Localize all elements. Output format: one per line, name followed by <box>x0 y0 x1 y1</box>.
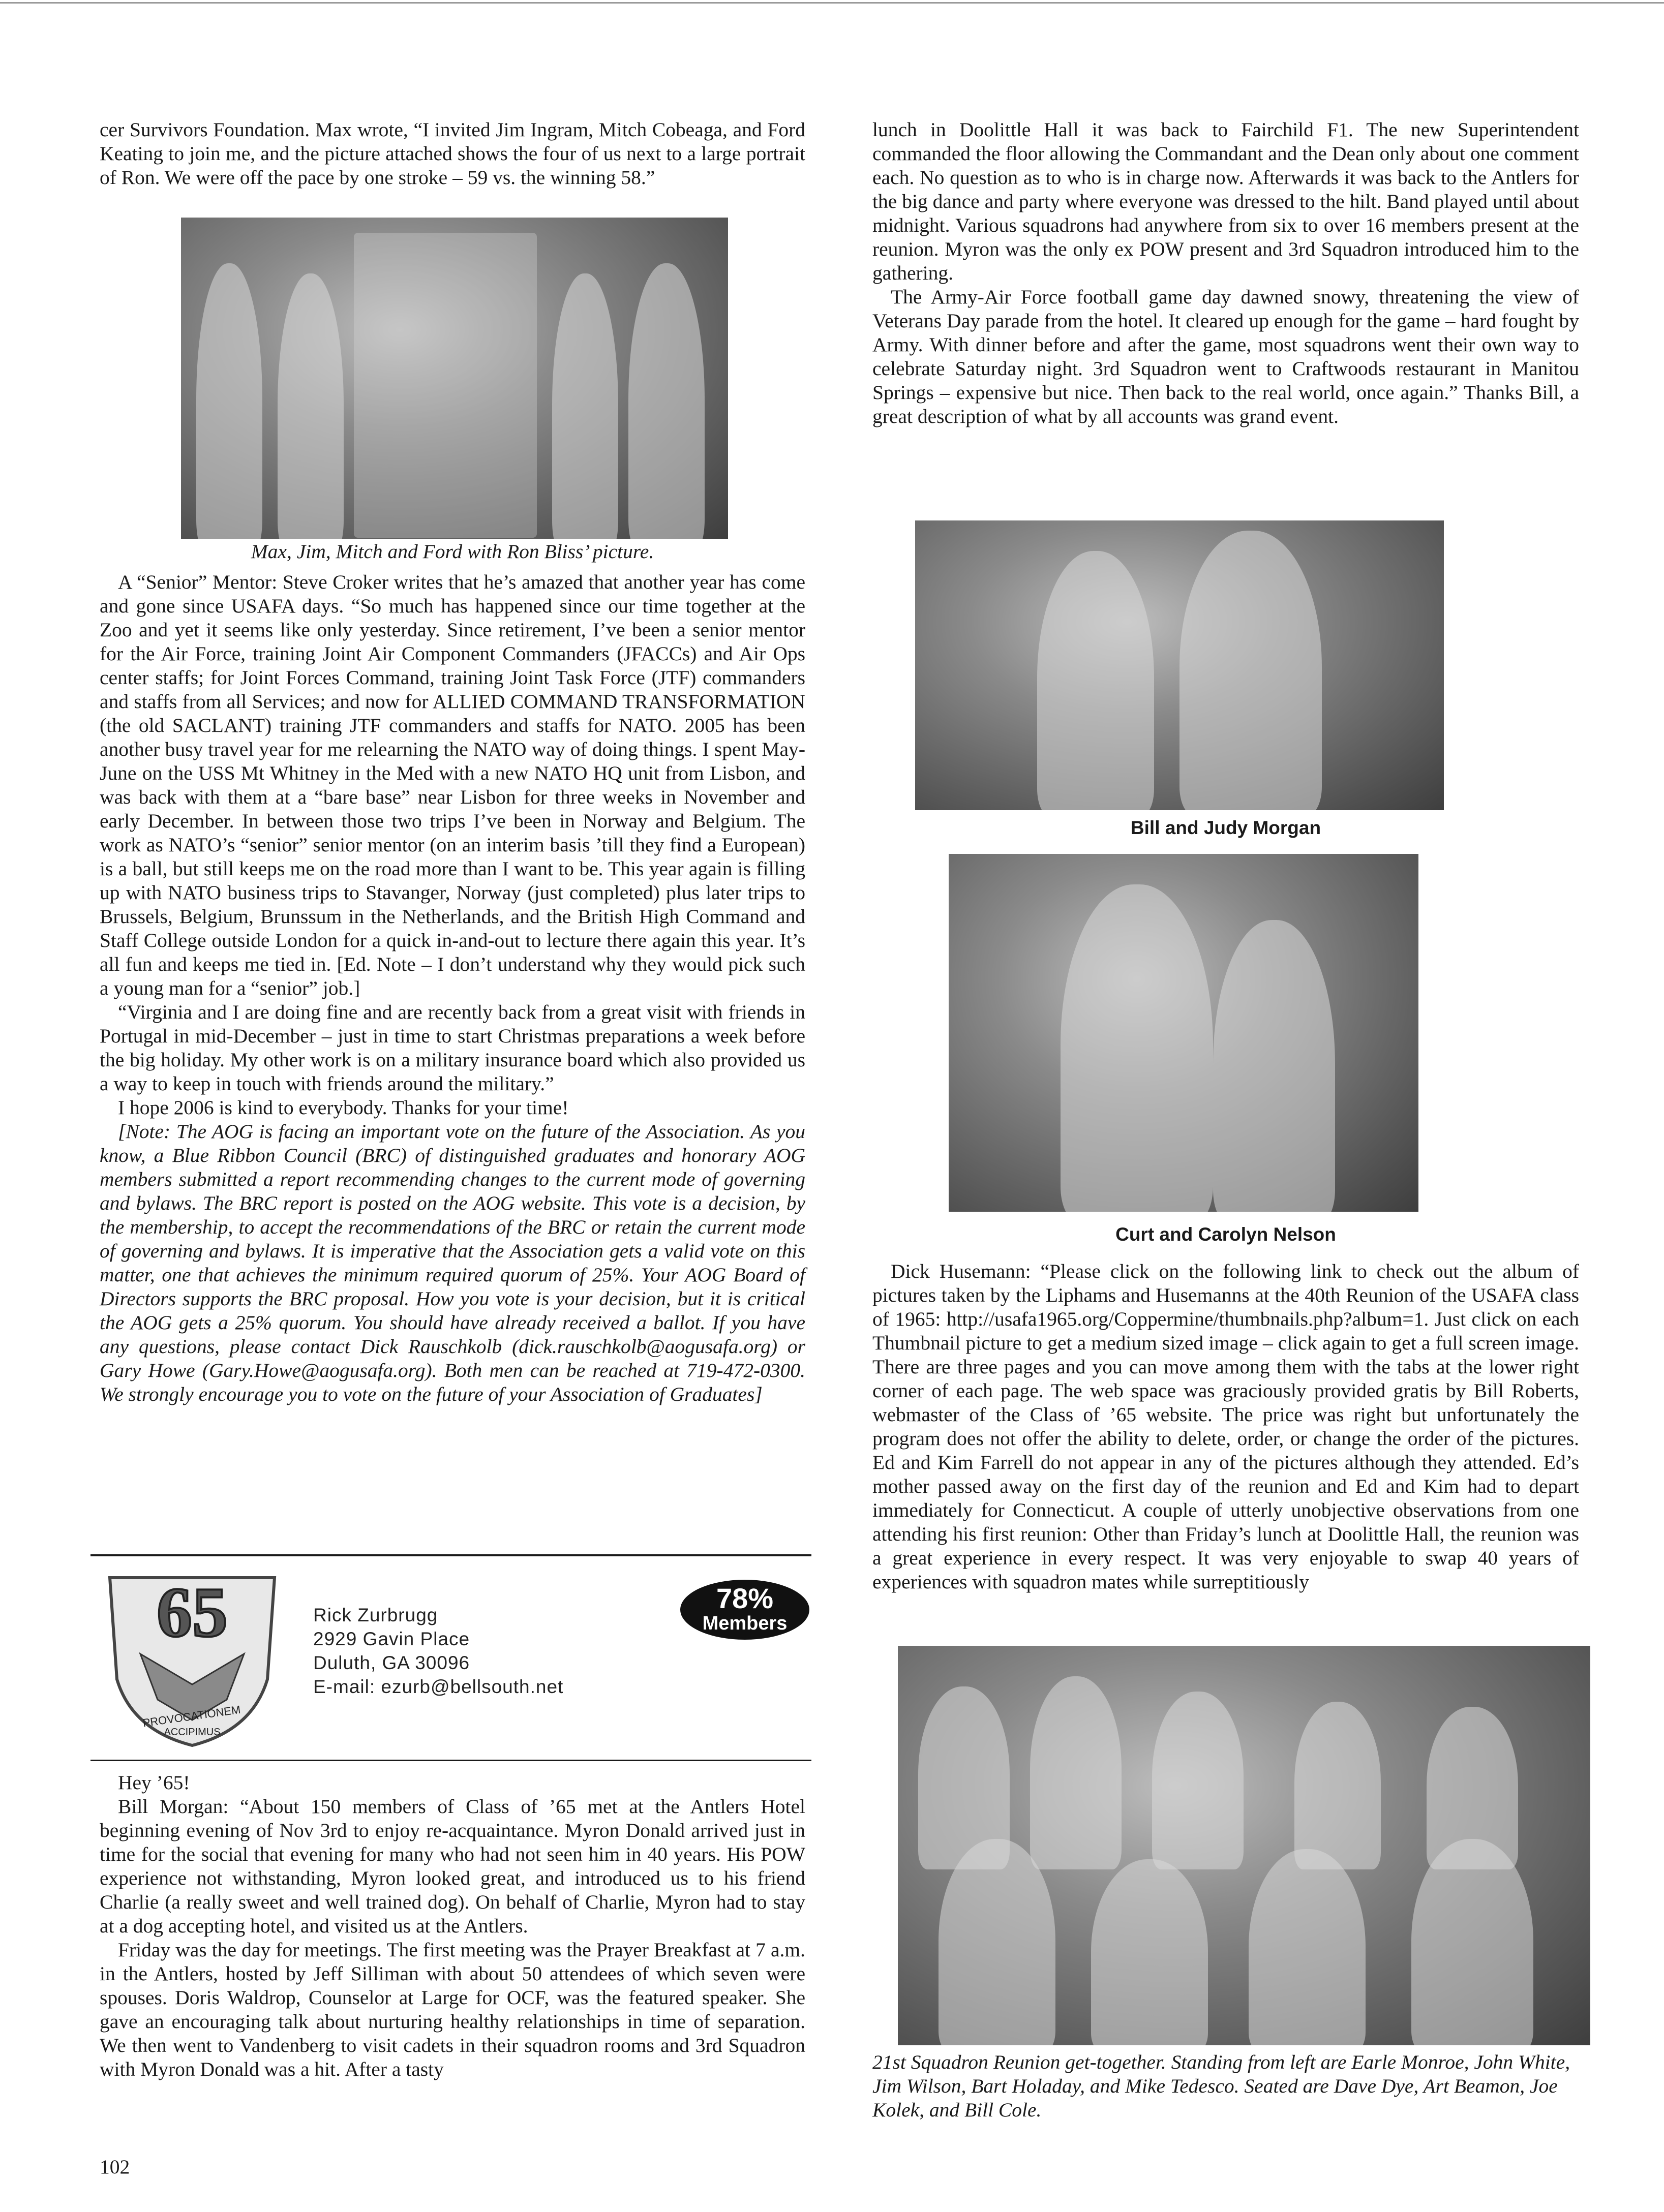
badge-label: Members <box>702 1613 788 1634</box>
right-top-text <box>872 118 1579 428</box>
morgan-photo-caption: Bill and Judy Morgan <box>1130 817 1321 838</box>
nelson-photo <box>949 854 1418 1212</box>
logo-motto-1: PROVOCATIONEM <box>142 1703 241 1730</box>
class-65-logo <box>100 1568 285 1752</box>
logo-motto-2: ACCIPIMUS <box>164 1727 221 1738</box>
right-mid-text <box>872 1259 1579 1594</box>
nelson-photo-caption: Curt and Carolyn Nelson <box>1115 1224 1336 1245</box>
paragraph: cer Survivors Foundation. Max wrote, “I invited Jim Ingram, Mitch Cobeaga, and Ford Keating to join me, and the picture attached shows the four of us next to a large portrait of Ron. We were off the pace by one stroke – 59 vs. the winning 58.” <box>100 118 805 189</box>
paragraph: Dick Husemann: “Please click on the following link to check out the album of pictures taken by the Liphams and Husemanns at the 40th Reunion of the USAFA class of 1965: http://usafa1965.org/Coppermine/thumbnails.php?album=1. Just click on each Thumbnail picture to get a medium sized image – click again to get a full screen image. There are three pages and you can move among them with the tabs at the lower right corner of each page. The web space was graciously provided gratis by Bill Roberts, webmaster of the Class of ’65 website. The price was right but unfortunately the program does not offer the ability to delete, order, or change the order of the pictures. Ed and Kim Farrell do not appear in any of the pictures although they attended. Ed’s mother passed away on the first day of the reunion and Ed and Kim had to depart immediately for Connecticut. A couple of utterly unobjective observations from one attending his first reunion: Other than Friday’s lunch at Doolittle Hall, the reunion was a great experience in every respect. It was very enjoyable to swap 40 years of experiences with squadron mates while surreptitiously <box>872 1260 1579 1593</box>
paragraph: Bill Morgan: “About 150 members of Class of ’65 met at the Antlers Hotel beginning evening of Nov 3rd to enjoy re-acquaintance. Myron Donald arrived just in time for the social that evening for many who had not seen him in 40 years. His POW experience not withstanding, Myron looked great, and introduced us to his friend Charlie (a really sweet and well trained dog). On behalf of Charlie, Myron had to stay at a dog accepting hotel, and visited us at the Antlers. <box>100 1795 805 1937</box>
paragraph: The Army-Air Force football game day dawned snowy, threatening the view of Veterans Day parade from the hotel. It cleared up enough for the game – hard fought by Army. With dinner before and after the game, most squadrons went their own way to celebrate Saturday night. 3rd Squadron went to Craftwoods restaurant in Manitou Springs – expensive but nice. Then back to the real world, once again.” Thanks Bill, a great description of what by all accounts was grand event. <box>872 286 1579 427</box>
morgan-photo <box>915 520 1444 810</box>
logo-number: 65 <box>157 1573 228 1652</box>
left-bottom-text <box>100 1771 805 2081</box>
paragraph: I hope 2006 is kind to everybody. Thanks for your time! <box>118 1096 569 1119</box>
paragraph: A “Senior” Mentor: Steve Croker writes that he’s amazed that another year has come and gone since USAFA days. “So much has happened since our time together at the Zoo and yet it seems like only yesterday. Since retirement, I’ve been a senior mentor for the Air Force, training Joint Air Component Commanders (JFACCs) and Air Ops center staffs; for Joint Forces Command, training Joint Task Force (JTF) commanders and staffs from all Services; and now for ALLIED COMMAND TRANSFORMATION (the old SACLANT) training JTF commanders and staffs for NATO. 2005 has been another busy travel year for me relearning the NATO way of doing things. I spent May-June on the USS Mt Whitney in the Med with a new NATO HQ unit from Lisbon, and was back with them at a “bare base” near Lisbon for three weeks in November and early December. In between those two trips I’ve been in Norway and Belgium. The work as NATO’s “senior” senior mentor (on an interim basis ’till they find a European) is a ball, but still keeps me on the road more than I want to be. This year again is filling up with NATO business trips to Stavanger, Norway (just completed) plus later trips to Brussels, Belgium, Brunssum in the Netherlands, and the British High Command and Staff College outside London for a quick in-and-out to lecture there again this year. It’s all fun and keeps me tied in. [Ed. Note – I don’t understand why they would pick such a young man for a “senior” job.] <box>100 571 805 999</box>
paragraph: lunch in Doolittle Hall it was back to Fairchild F1. The new Superintendent commanded the floor allowing the Commandant and the Dean only about one comment each. No question as to who is in charge now. Afterwards it was back to the Antlers for the big dance and party where everyone was dressed to the hilt. Band played until about midnight. Various squadrons had anywhere from six to over 16 members present at the reunion. Myron was the only ex POW present and 3rd Squadron introduced him to the gathering. <box>872 118 1579 284</box>
membership-badge <box>680 1580 809 1640</box>
contact-city: Duluth, GA 30096 <box>313 1652 470 1673</box>
squadron-photo-caption: 21st Squadron Reunion get-together. Standing from left are Earle Monroe, John White, Jim Wilson, Bart Holaday, and Mike Tedesco. Seated are Dave Dye, Art Beamon, Joe Kolek, and Bill Cole. <box>872 2051 1570 2121</box>
class-header-rule-bottom <box>90 1760 811 1761</box>
top-rule <box>0 2 1664 4</box>
golf-photo-caption: Max, Jim, Mitch and Ford with Ron Bliss’ picture. <box>251 540 654 563</box>
contact-name: Rick Zurbrugg <box>313 1605 438 1625</box>
class-header-rule-top <box>90 1554 811 1556</box>
paragraph: Hey ’65! <box>118 1771 190 1794</box>
contact-street: 2929 Gavin Place <box>313 1629 470 1649</box>
contact-block <box>313 1603 563 1699</box>
paragraph: [Note: The AOG is facing an important vote on the future of the Association. As you know, a Blue Ribbon Council (BRC) of distinguished graduates and honorary AOG members submitted a report recommending changes to the current mode of governing and bylaws. The BRC report is posted on the AOG website. This vote is a decision, by the membership, to accept the recommendations of the BRC or retain the current mode of governing and bylaws. It is imperative that the Association gets a valid vote on this matter, one that achieves the minimum required quorum of 25%. Your AOG Board of Directors supports the BRC proposal. How you vote is your decision, but it is critical the AOG gets a 25% quorum. You should have already received a ballot. If you have any questions, please contact Dick Rauschkolb (dick.rauschkolb@aogusafa.org) or Gary Howe (Gary.Howe@aogusafa.org). Both men can be reached at 719-472-0300. We strongly encourage you to vote on the future of your Association of Graduates] <box>100 1120 805 1405</box>
paragraph: “Virginia and I are doing fine and are recently back from a great visit with friends in Portugal in mid-December – just in time to start Christmas preparations a week before the big holiday. My other work is on a military insurance board which also provided us a way to keep in touch with friends around the military.” <box>100 1001 805 1095</box>
left-mid-text <box>100 570 805 1406</box>
paragraph: Friday was the day for meetings. The first meeting was the Prayer Breakfast at 7 a.m. in the Antlers, hosted by Jeff Silliman with about 50 attendees of which seven were spouses. Doris Waldrop, Counselor at Large for OCF, was the featured speaker. She gave an encouraging talk about nurturing healthy relationships in time of separation. We then went to Vandenberg to visit cadets in their squadron rooms and 3rd Squadron with Myron Donald was a hit. After a tasty <box>100 1939 805 2080</box>
page-number: 102 <box>100 2156 130 2178</box>
contact-email[interactable]: E-mail: ezurb@bellsouth.net <box>313 1676 564 1697</box>
left-top-text <box>100 118 805 190</box>
golf-portrait-photo <box>181 218 728 539</box>
squadron-reunion-photo <box>898 1646 1590 2045</box>
badge-percent: 78% <box>716 1582 774 1614</box>
